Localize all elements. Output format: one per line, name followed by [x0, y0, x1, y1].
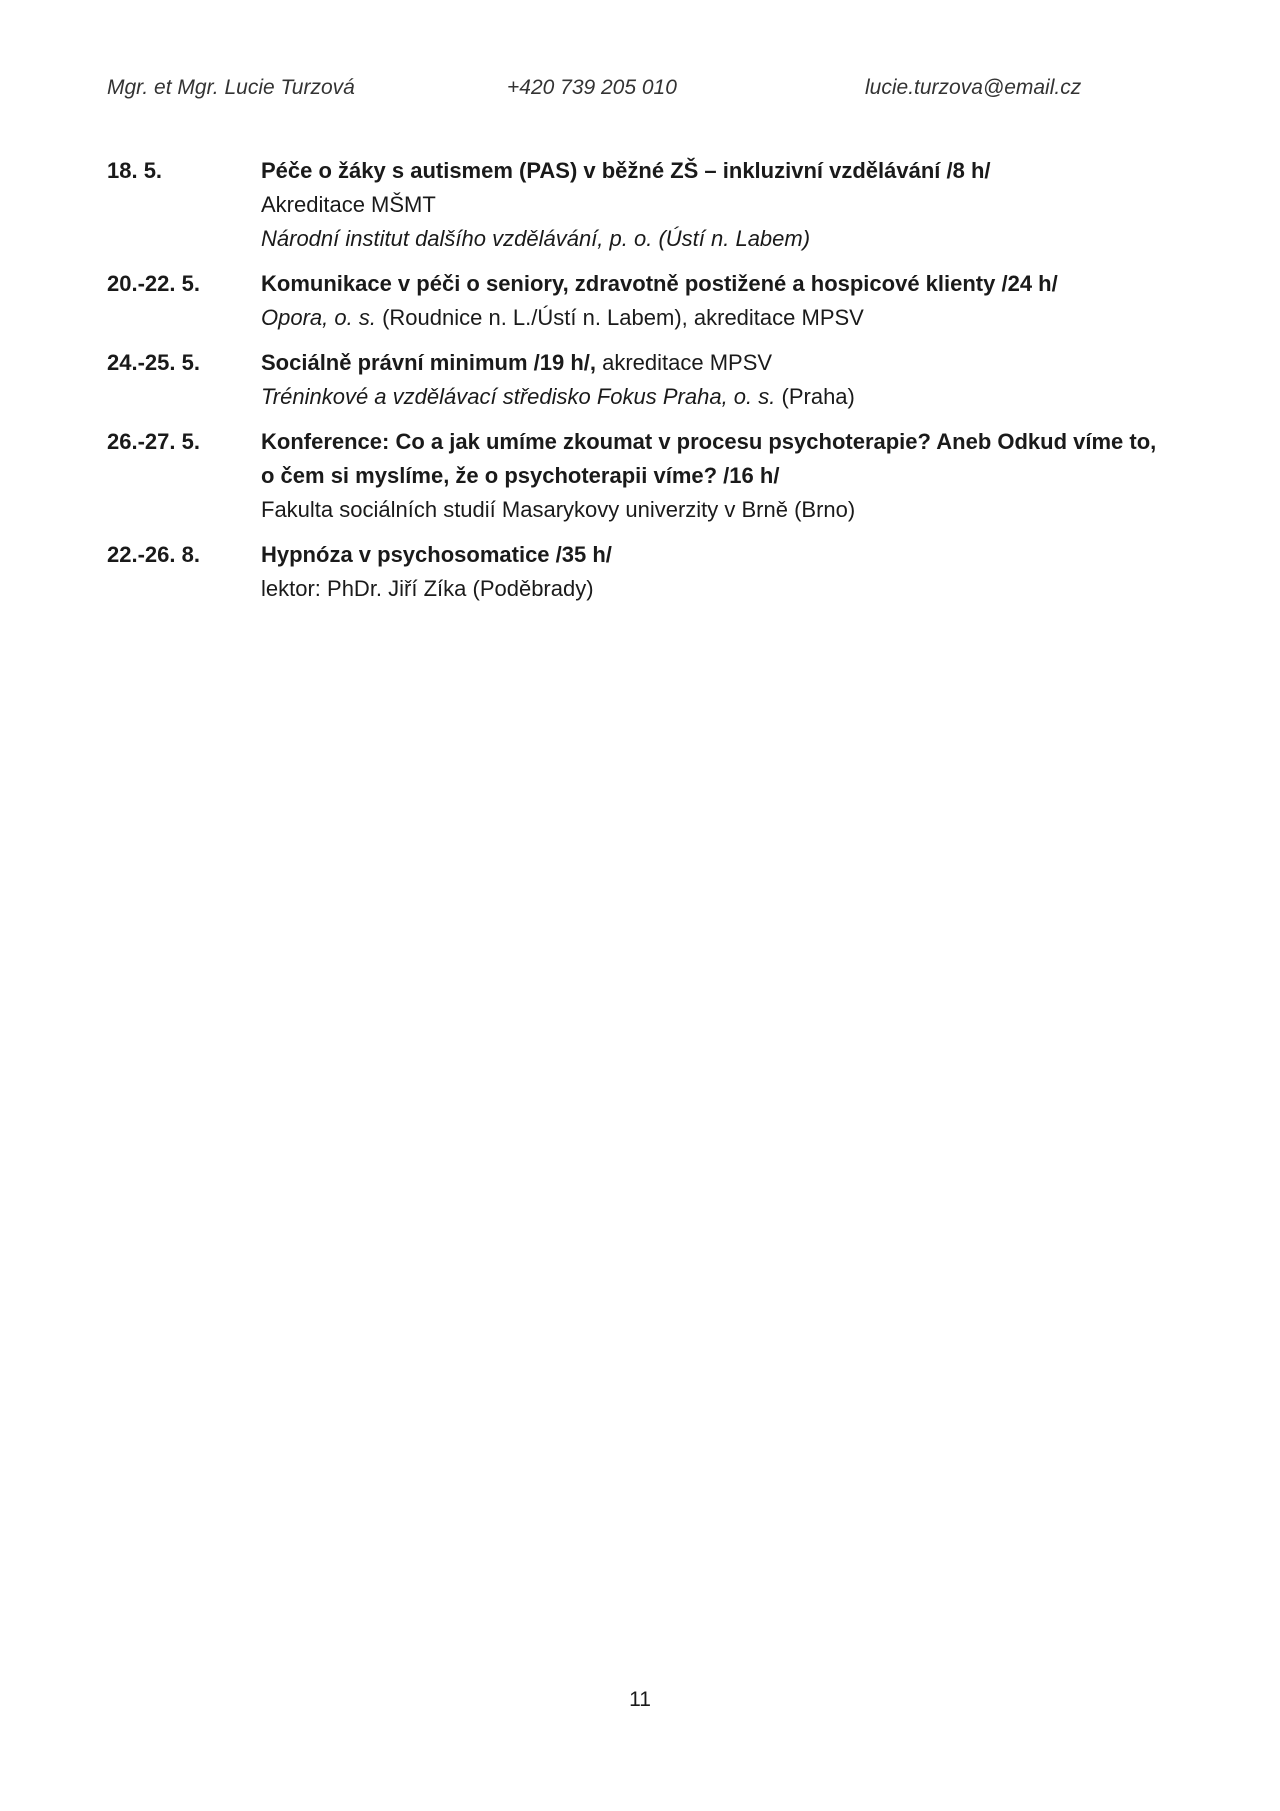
course-entry: [107, 267, 1187, 335]
entry-location: (Praha): [775, 384, 855, 409]
entry-title-line-1: Konference: Co a jak umíme zkoumat v procesu psychoterapie? Aneb Odkud víme to,: [261, 429, 1157, 454]
entry-body: [261, 538, 1187, 606]
entry-date: 18. 5.: [107, 158, 163, 183]
entry-date: 20.-22. 5.: [107, 271, 200, 296]
author-phone: +420 739 205 010: [507, 76, 677, 99]
entry-organization: Tréninkové a vzdělávací středisko Fokus Praha, o. s.: [261, 384, 776, 409]
entry-title: Hypnóza v psychosomatice /35 h/: [261, 542, 612, 567]
entry-title-line-2: o čem si myslíme, že o psychoterapii víme? /16 h/: [261, 463, 780, 488]
entry-date: 22.-26. 8.: [107, 542, 200, 567]
entry-organization: Národní institut dalšího vzdělávání, p. o. (Ústí n. Labem): [261, 226, 811, 251]
entry-date: 26.-27. 5.: [107, 429, 200, 454]
entry-title: Sociálně právní minimum /19 h/,: [261, 350, 596, 375]
page-number: 11: [629, 1688, 651, 1711]
page-header: [107, 76, 1107, 106]
entry-title-line: [261, 346, 1187, 380]
entry-organization-line: [261, 301, 1187, 335]
entry-accreditation: akreditace MPSV: [595, 350, 773, 375]
course-list: [107, 154, 1187, 617]
entry-body: [261, 267, 1187, 335]
entry-date: 24.-25. 5.: [107, 350, 200, 375]
course-entry: [107, 346, 1187, 414]
author-name: Mgr. et Mgr. Lucie Turzová: [107, 76, 355, 99]
course-entry: [107, 425, 1187, 527]
entry-body: [261, 346, 1187, 414]
entry-title: Komunikace v péči o seniory, zdravotně postižené a hospicové klienty /24 h/: [261, 271, 1058, 296]
entry-organization: Fakulta sociálních studií Masarykovy univerzity v Brně (Brno): [261, 497, 856, 522]
course-entry: [107, 154, 1187, 256]
entry-lector: lektor: PhDr. Jiří Zíka (Poděbrady): [261, 576, 594, 601]
entry-organization-line: [261, 380, 1187, 414]
entry-body: [261, 154, 1187, 256]
entry-location-accreditation: (Roudnice n. L./Ústí n. Labem), akreditace MPSV: [375, 305, 864, 330]
author-email: lucie.turzova@email.cz: [865, 76, 1082, 99]
entry-organization: Opora, o. s.: [261, 305, 376, 330]
course-entry: [107, 538, 1187, 606]
entry-body: [261, 425, 1187, 527]
entry-title: Péče o žáky s autismem (PAS) v běžné ZŠ – inkluzivní vzdělávání /8 h/: [261, 158, 991, 183]
entry-accreditation: Akreditace MŠMT: [261, 192, 436, 217]
